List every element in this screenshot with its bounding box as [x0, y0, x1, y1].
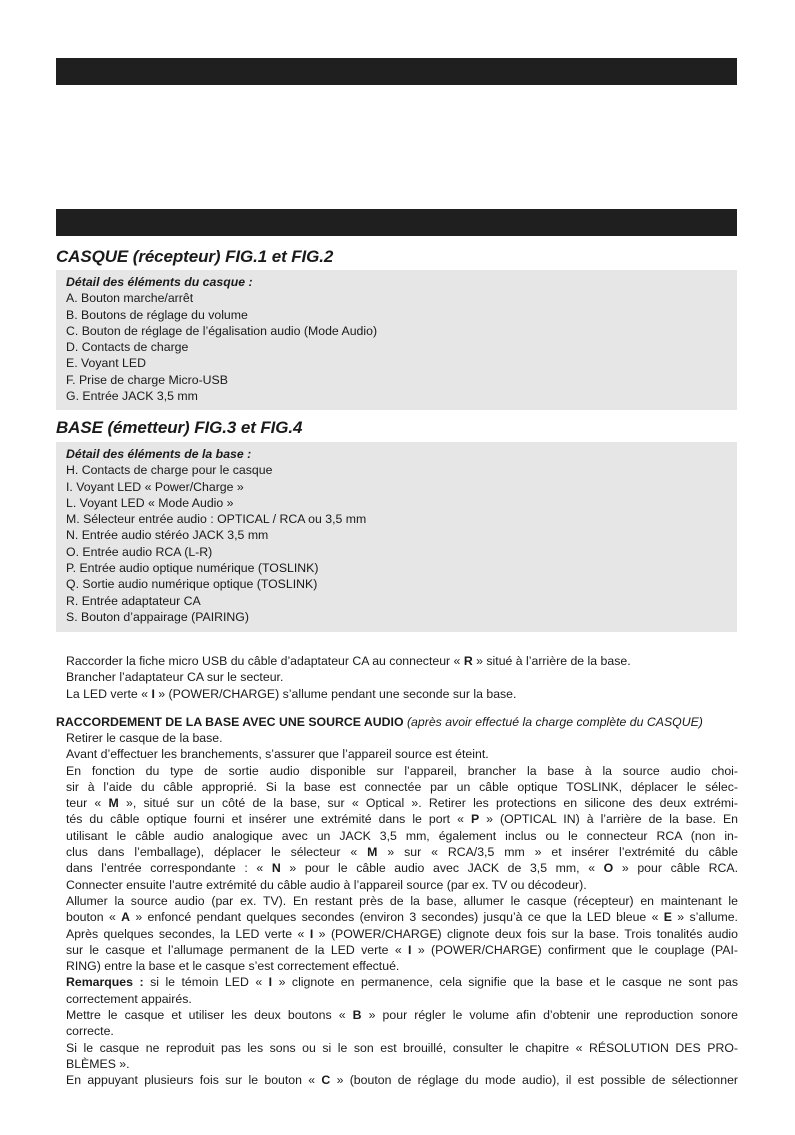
- text: », situé sur un côté de la base, sur « Optical ». Retirer les protections en silicone des deux extrémi-: [118, 796, 738, 811]
- text: » (POWER/CHARGE) s’allume pendant une seconde sur la base.: [154, 686, 517, 701]
- key-letter: I: [309, 926, 314, 941]
- body-line: [66, 942, 738, 958]
- casque-item: C. Bouton de réglage de l’égalisation audio (Mode Audio): [66, 323, 378, 338]
- casque-item: F. Prise de charge Micro-USB: [66, 372, 228, 387]
- text: » situé à l’arrière de la base.: [472, 654, 631, 668]
- text: » pour régler le volume afin d’obtenir une reproduction sonore: [361, 1008, 738, 1023]
- text: » sur « RCA/3,5 mm » et insérer l’extrémité du câble: [377, 845, 738, 860]
- body-line: utilisant le câble audio analogique avec un JACK 3,5 mm, également inclus ou le connecteur RCA (non in-: [66, 828, 738, 843]
- charge-line-1: [66, 653, 738, 669]
- text: » enfoncé pendant quelques secondes (environ 3 secondes) jusqu’à ce que la LED bleue «: [130, 910, 664, 925]
- key-letter: B: [352, 1008, 362, 1023]
- text: » pour câble RCA.: [613, 861, 738, 876]
- key-letter: P: [470, 812, 480, 827]
- text: » pour le câble audio avec JACK de 3,5 mm, «: [280, 861, 604, 876]
- charge-line-3: [66, 686, 738, 702]
- header-bar-top: [56, 58, 737, 85]
- key-letter: M: [108, 796, 119, 811]
- base-item: L. Voyant LED « Mode Audio »: [66, 495, 234, 510]
- base-item: R. Entrée adaptateur CA: [66, 593, 201, 608]
- base-item-list: [66, 462, 737, 625]
- text: si le témoin LED «: [143, 975, 269, 990]
- text: » (POWER/CHARGE) clignote deux fois sur la base. Trois tonalités audio: [313, 926, 738, 941]
- text: teur «: [66, 796, 109, 811]
- text: Mettre le casque et utiliser les deux boutons «: [66, 1008, 353, 1023]
- text: Après quelques secondes, la LED verte «: [66, 926, 310, 941]
- text: bouton «: [66, 910, 122, 925]
- heading-italic: (après avoir effectué la charge complète du CASQUE): [403, 715, 703, 729]
- base-item: O. Entrée audio RCA (L-R): [66, 544, 213, 559]
- body-line: Si le casque ne reproduit pas les sons ou si le son est brouillé, consulter le chapitre « RÉSOLUTION DES PRO-: [66, 1040, 738, 1055]
- body-line: [66, 811, 738, 827]
- base-item: S. Bouton d’appairage (PAIRING): [66, 609, 249, 624]
- key-letter: M: [367, 845, 378, 860]
- casque-detail-heading: Détail des éléments du casque :: [66, 275, 253, 289]
- raccordement-heading: [56, 714, 741, 730]
- body-line: Connecter ensuite l’autre extrémité du câble audio à l’appareil source (par ex. TV ou décodeur).: [66, 877, 587, 892]
- key-letter: C: [321, 1073, 331, 1088]
- casque-item: A. Bouton marche/arrêt: [66, 291, 194, 306]
- base-detail-heading: Détail des éléments de la base :: [66, 447, 252, 461]
- text: » (bouton de réglage du mode audio), il est possible de sélectionner: [330, 1073, 738, 1088]
- text: dans l’entrée correspondante : «: [66, 861, 272, 876]
- body-line: [66, 844, 738, 860]
- text: » (OPTICAL IN) à l’arrière de la base. En: [479, 812, 738, 827]
- base-item: P. Entrée audio optique numérique (TOSLINK): [66, 561, 319, 576]
- base-item: H. Contacts de charge pour le casque: [66, 463, 273, 478]
- casque-detail-box: [56, 270, 737, 410]
- body-line: BLÈMES ».: [66, 1056, 130, 1071]
- body-line: [66, 926, 738, 942]
- raccordement-body: [66, 730, 738, 1089]
- text: sur le casque et l’allumage permanent de la LED verte «: [66, 942, 409, 957]
- charge-line-2: Brancher l’adaptateur CA sur le secteur.: [66, 670, 284, 685]
- key-letter: I: [408, 942, 412, 957]
- key-letter: O: [603, 861, 614, 876]
- body-line: RING) entre la base et le casque s’est correctement effectué.: [66, 959, 400, 974]
- body-line: correcte.: [66, 1024, 114, 1039]
- text: » (POWER/CHARGE) confirment que le couplage (PAI-: [411, 942, 738, 957]
- text: La LED verte «: [66, 686, 152, 701]
- charge-instructions: [66, 653, 738, 702]
- casque-item: D. Contacts de charge: [66, 340, 189, 355]
- casque-item: G. Entrée JACK 3,5 mm: [66, 389, 198, 404]
- base-item: N. Entrée audio stéréo JACK 3,5 mm: [66, 528, 269, 543]
- key-letter: N: [271, 861, 281, 876]
- key-letter: A: [121, 910, 130, 925]
- text: En appuyant plusieurs fois sur le bouton «: [66, 1073, 322, 1088]
- body-line: correctement appairés.: [66, 991, 192, 1006]
- casque-item: E. Voyant LED: [66, 356, 146, 371]
- text: » s’allume.: [671, 910, 738, 925]
- key-letter: I: [268, 975, 273, 990]
- base-item: Q. Sortie audio numérique optique (TOSLINK): [66, 577, 318, 592]
- body-line: [66, 909, 738, 925]
- body-line: En fonction du type de sortie audio disponible sur l’appareil, brancher la base à la source audio choi-: [66, 763, 738, 778]
- body-line: sir à l’aide du câble approprié. Si la base est connectée par un câble optique TOSLINK, déplacer le sélec-: [66, 779, 738, 794]
- base-item: I. Voyant LED « Power/Charge »: [66, 479, 244, 494]
- body-line: Allumer la source audio (par ex. TV). En restant près de la base, allumer le casque (récepteur) en maintenant le: [66, 893, 738, 908]
- heading-bold: RACCORDEMENT DE LA BASE AVEC UNE SOURCE AUDIO: [56, 715, 404, 729]
- header-bar-section: [56, 209, 737, 236]
- remarks-label: Remarques :: [66, 975, 144, 990]
- body-line: Retirer le casque de la base.: [66, 731, 223, 745]
- base-item: M. Sélecteur entrée audio : OPTICAL / RCA ou 3,5 mm: [66, 512, 367, 527]
- text: Raccorder la fiche micro USB du câble d’adaptateur CA au connecteur «: [66, 654, 464, 668]
- base-section-title: BASE (émetteur) FIG.3 et FIG.4: [56, 418, 303, 437]
- body-line: Avant d’effectuer les branchements, s’assurer que l’appareil source est éteint.: [66, 747, 489, 762]
- body-line: [66, 1072, 738, 1088]
- body-line: [66, 860, 738, 876]
- casque-item: B. Boutons de réglage du volume: [66, 307, 248, 322]
- text: clus dans l’emballage), déplacer le sélecteur «: [66, 845, 368, 860]
- key-letter: I: [151, 686, 155, 701]
- casque-item-list: [66, 290, 737, 404]
- key-letter: R: [463, 654, 473, 668]
- body-line: [66, 795, 738, 811]
- text: tés du câble optique fourni et insérer une extrémité dans le port «: [66, 812, 471, 827]
- casque-section-title: CASQUE (récepteur) FIG.1 et FIG.2: [56, 247, 334, 266]
- text: » clignote en permanence, cela signifie que la base et le casque ne sont pas: [272, 975, 738, 990]
- base-detail-box: [56, 442, 737, 632]
- key-letter: E: [663, 910, 672, 925]
- body-line: [66, 974, 738, 990]
- body-line: [66, 1007, 738, 1023]
